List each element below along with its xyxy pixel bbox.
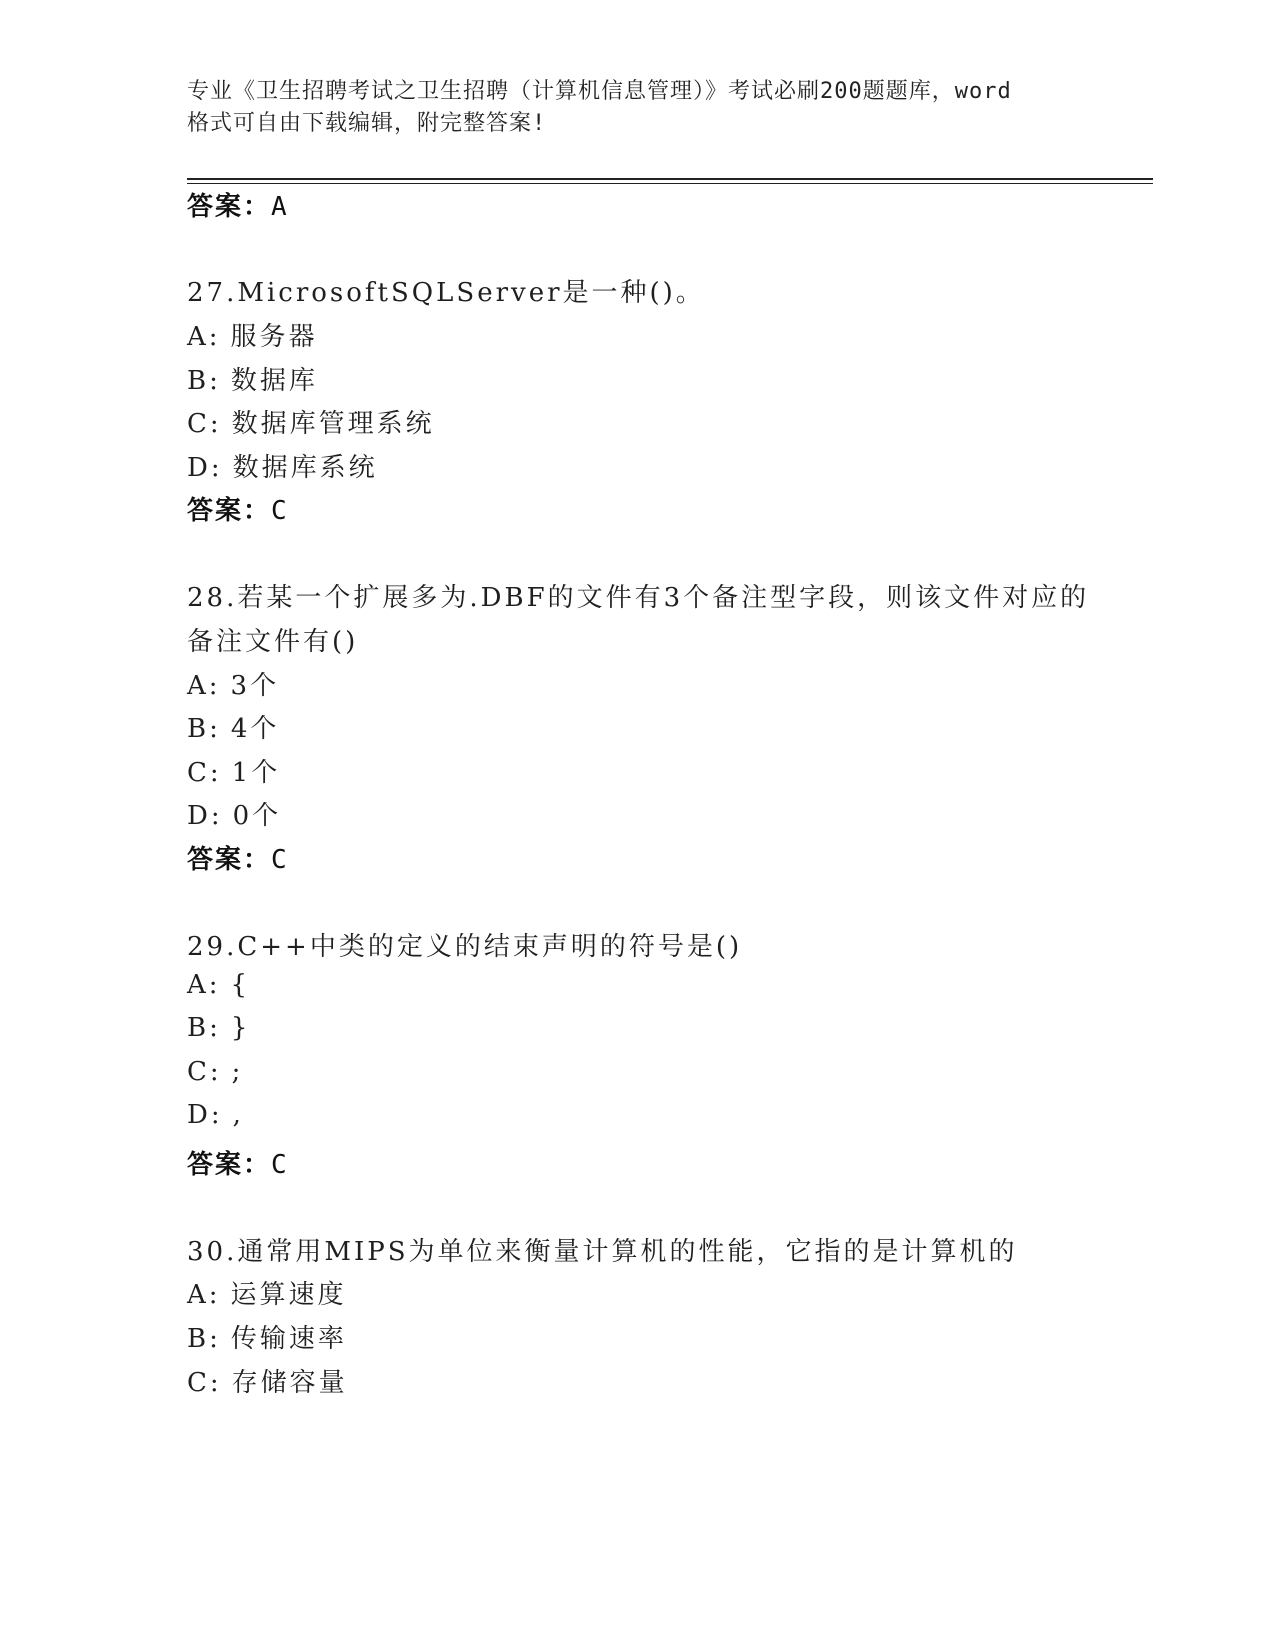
answer-label: 答案： [187, 845, 272, 875]
option-key: B: [187, 1013, 221, 1043]
option-key: D: [187, 453, 223, 483]
answer-letter: C [271, 496, 289, 526]
question-28-text-line-2: 备注文件有() [187, 627, 359, 657]
question-29-option-c [187, 1057, 243, 1087]
option-key: D: [187, 1100, 223, 1130]
option-key: B: [187, 1324, 221, 1354]
question-28-option-a [187, 665, 279, 702]
question-29-option-a [187, 970, 250, 1000]
option-key: C: [187, 409, 222, 439]
option-key: B: [187, 714, 221, 744]
question-30-text: 30.通常用MIPS为单位来衡量计算机的性能，它指的是计算机的 [187, 1237, 1018, 1267]
option-text: } [230, 1013, 251, 1043]
answer-line-q29 [187, 1144, 289, 1181]
answer-label: 答案： [187, 496, 272, 526]
option-text: 数据库系统 [232, 453, 378, 483]
question-27-option-c [187, 403, 435, 440]
question-28-option-b [187, 708, 279, 745]
question-27-option-d [187, 447, 378, 484]
question-27-option-b [187, 360, 318, 397]
question-27-option-a [187, 316, 318, 353]
question-28-option-d [187, 795, 281, 832]
header-line-2: 格式可自由下载编辑，附完整答案! [187, 111, 547, 136]
answer-label: 答案： [187, 1150, 272, 1180]
option-text: 服务器 [230, 322, 318, 352]
answer-line-q28 [187, 839, 289, 876]
option-text: 1个 [231, 758, 281, 788]
option-text: 数据库 [230, 366, 318, 396]
question-30-option-c [187, 1362, 348, 1399]
option-key: A: [187, 970, 221, 1000]
option-text: ; [231, 1057, 244, 1087]
question-30-option-b [187, 1318, 347, 1355]
option-key: C: [187, 1368, 222, 1398]
header-divider-bottom [187, 183, 1153, 184]
option-text: { [230, 970, 251, 1000]
answer-letter: C [271, 845, 289, 875]
question-28-option-c [187, 752, 280, 789]
option-text: 传输速率 [230, 1324, 347, 1354]
answer-letter: A [271, 192, 289, 222]
question-30-option-a [187, 1274, 347, 1311]
option-key: A: [187, 671, 221, 701]
header-divider-top [187, 178, 1153, 180]
question-28-text-line-1: 28.若某一个扩展多为.DBF的文件有3个备注型字段，则该文件对应的 [187, 583, 1090, 613]
question-27-text: 27.MicrosoftSQLServer是一种()。 [187, 278, 705, 308]
question-29-option-d [187, 1100, 244, 1130]
option-text: 4个 [230, 714, 280, 744]
question-29-text: 29.C++中类的定义的结束声明的符号是() [187, 932, 743, 962]
option-key: C: [187, 758, 222, 788]
answer-letter: C [271, 1150, 289, 1180]
question-29-option-b [187, 1013, 250, 1043]
answer-line-q26 [187, 186, 289, 223]
option-text: 3个 [230, 671, 280, 701]
option-text: 运算速度 [230, 1280, 347, 1310]
option-text: 0个 [232, 801, 282, 831]
answer-line-q27 [187, 490, 289, 527]
option-key: D: [187, 801, 223, 831]
document-header [187, 76, 1087, 140]
option-key: A: [187, 1280, 221, 1310]
option-key: B: [187, 366, 221, 396]
option-text: , [232, 1100, 244, 1130]
answer-label: 答案： [187, 192, 272, 222]
option-text: 数据库管理系统 [231, 409, 435, 439]
option-text: 存储容量 [231, 1368, 348, 1398]
option-key: C: [187, 1057, 222, 1087]
header-line-1: 专业《卫生招聘考试之卫生招聘（计算机信息管理）》考试必刷200题题库，word [187, 79, 1012, 104]
option-key: A: [187, 322, 221, 352]
